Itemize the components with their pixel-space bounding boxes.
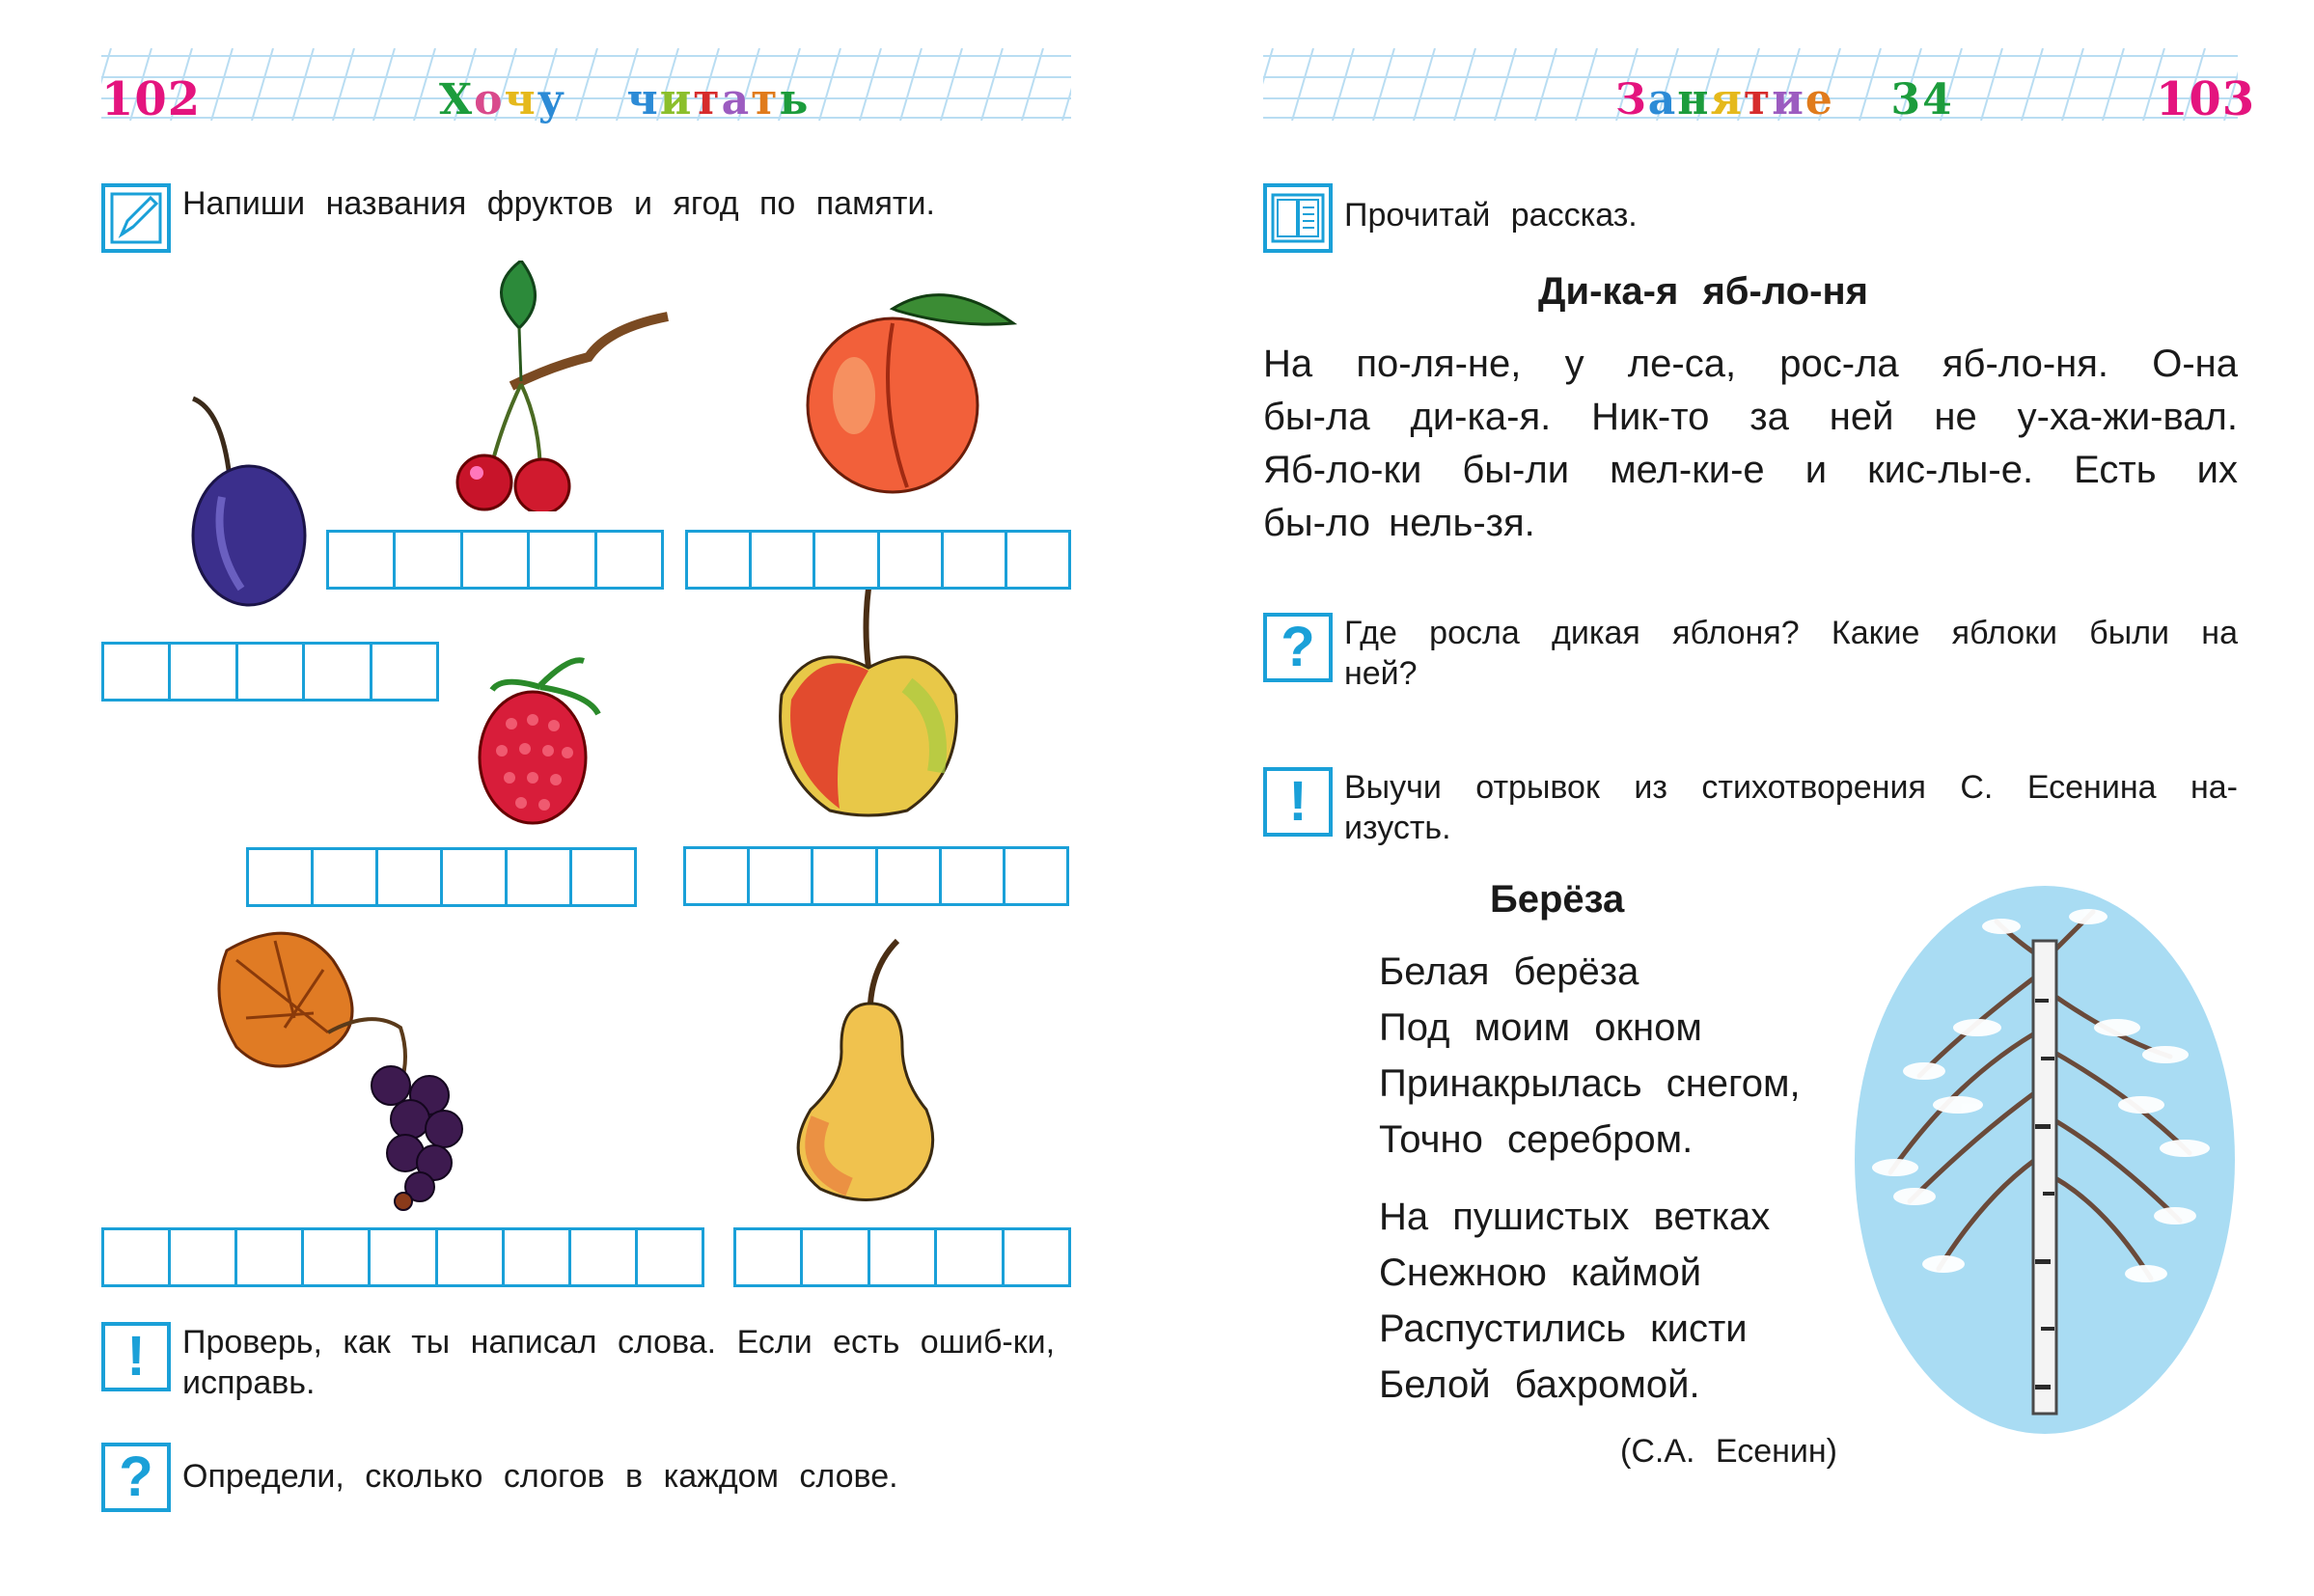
letter-box[interactable]	[371, 1230, 437, 1284]
task-learn-text: Выучи отрывок из стихотворения С. Есенина на-изусть.	[1344, 769, 2238, 846]
cherry-icon	[444, 261, 675, 511]
task-check	[101, 1322, 1071, 1403]
raspberry-icon	[473, 656, 608, 830]
story-line: На по-ля-не, у ле-са, рос-ла яб-ло-ня. О-на	[1263, 343, 2238, 385]
title-letter: ь	[779, 75, 811, 124]
story-text	[1263, 338, 2238, 550]
letter-box[interactable]	[1005, 1230, 1068, 1284]
letter-box[interactable]	[688, 533, 752, 587]
answer-boxes-pear[interactable]	[733, 1227, 1071, 1287]
letter-box[interactable]	[752, 533, 815, 587]
plum-icon	[183, 391, 318, 613]
letter-box[interactable]	[304, 1230, 371, 1284]
letter-box[interactable]	[880, 533, 944, 587]
letter-box[interactable]	[314, 850, 378, 904]
task-syllables	[101, 1443, 1071, 1512]
letter-box[interactable]	[372, 645, 436, 699]
task-question	[1263, 613, 2238, 694]
poem	[1379, 944, 1801, 1434]
poem-line: Распустились кисти	[1379, 1307, 1748, 1350]
task-learn	[1263, 767, 2238, 848]
page-number: 103	[2156, 72, 2256, 126]
question-icon: ?	[1263, 613, 1333, 682]
poem-line: На пушистых ветках	[1379, 1196, 1771, 1238]
exclamation-icon: !	[101, 1322, 171, 1391]
letter-box[interactable]	[508, 850, 572, 904]
title-letter: и	[1772, 75, 1805, 124]
poem-title: Берёза	[1490, 878, 1625, 921]
story-line: Яб-ло-ки бы-ли мел-ки-е и кис-лы-е. Есть их	[1263, 449, 2238, 491]
letter-box[interactable]	[237, 1230, 304, 1284]
pear-icon	[782, 936, 946, 1206]
title-letter: и	[659, 75, 694, 124]
title-word-1	[439, 75, 566, 124]
title-letter: ч	[504, 75, 537, 124]
answer-boxes-peach[interactable]	[685, 530, 1071, 590]
poem-stanza-1	[1379, 944, 1801, 1168]
letter-box[interactable]	[571, 1230, 638, 1284]
letter-box[interactable]	[638, 1230, 702, 1284]
task-write-text: Напиши названия фруктов и ягод по памяти.	[182, 185, 935, 222]
letter-box[interactable]	[171, 1230, 237, 1284]
poem-line: Точно серебром.	[1379, 1118, 1694, 1161]
letter-box[interactable]	[438, 1230, 505, 1284]
title-letter: т	[751, 75, 780, 124]
letter-box[interactable]	[944, 533, 1007, 587]
title-letter: ч	[626, 75, 660, 124]
letter-box[interactable]	[505, 1230, 571, 1284]
poem-line: Белой бахромой.	[1379, 1363, 1700, 1406]
letter-box[interactable]	[329, 533, 396, 587]
page-number: 102	[101, 72, 202, 126]
poem-stanza-2	[1379, 1189, 1801, 1413]
right-page	[1157, 0, 2314, 1596]
letter-box[interactable]	[937, 1230, 1004, 1284]
poem-line: Белая берёза	[1379, 950, 1639, 993]
poem-line: Снежною каймой	[1379, 1252, 1702, 1294]
answer-boxes-raspberry[interactable]	[246, 847, 637, 907]
letter-box[interactable]	[870, 1230, 937, 1284]
poem-line: Принакрылась снегом,	[1379, 1062, 1801, 1105]
lesson-number: 34	[1890, 75, 1954, 124]
letter-box[interactable]	[463, 533, 530, 587]
title-letter: е	[1804, 75, 1834, 124]
currant-icon	[217, 922, 478, 1211]
letter-box[interactable]	[572, 850, 634, 904]
apple-icon	[772, 579, 965, 820]
lesson-label	[1615, 75, 1834, 124]
letter-box[interactable]	[104, 1230, 171, 1284]
letter-box[interactable]	[1005, 849, 1066, 903]
pencil-notebook-icon	[101, 183, 171, 253]
poem-line: Под моим окном	[1379, 1006, 1702, 1049]
title-letter: н	[1677, 75, 1711, 124]
letter-box[interactable]	[530, 533, 596, 587]
letter-box[interactable]	[597, 533, 661, 587]
answer-boxes-apple[interactable]	[683, 846, 1069, 906]
letter-box[interactable]	[750, 849, 813, 903]
open-book-icon	[1263, 183, 1333, 253]
title-letter: а	[1647, 75, 1678, 124]
task-write-names	[101, 183, 1066, 253]
task-read	[1263, 183, 2238, 253]
peach-icon	[801, 280, 1023, 497]
title-letter: а	[721, 75, 752, 124]
title-letter: т	[1743, 75, 1773, 124]
letter-box[interactable]	[238, 645, 305, 699]
title-letter: у	[537, 75, 566, 124]
letter-box[interactable]	[686, 849, 750, 903]
poem-author: (С.А. Есенин)	[1620, 1433, 1837, 1470]
task-check-text: Проверь, как ты написал слова. Если есть ошиб-ки, исправь.	[182, 1324, 1056, 1401]
letter-box[interactable]	[942, 849, 1005, 903]
title-letter: т	[693, 75, 722, 124]
story-line: бы-ла ди-ка-я. Ник-то за ней не у-ха-жи-вал.	[1263, 396, 2238, 438]
lesson-title	[1615, 75, 1954, 124]
exclamation-icon: !	[1263, 767, 1333, 837]
title-letter: Х	[439, 75, 475, 124]
letter-box[interactable]	[815, 533, 879, 587]
page-title	[439, 75, 810, 124]
letter-box[interactable]	[443, 850, 508, 904]
letter-box[interactable]	[305, 645, 372, 699]
letter-box[interactable]	[396, 533, 462, 587]
letter-box[interactable]	[249, 850, 314, 904]
birch-tree-icon	[1852, 883, 2238, 1438]
answer-boxes-cherry[interactable]	[326, 530, 664, 590]
letter-box[interactable]	[104, 645, 171, 699]
title-letter: о	[474, 75, 505, 124]
answer-boxes-currant[interactable]	[101, 1227, 704, 1287]
story-title: Ди-ка-я яб-ло-ня	[1538, 270, 1868, 313]
task-syllables-text: Определи, сколько слогов в каждом слове.	[182, 1458, 898, 1495]
letter-box[interactable]	[803, 1230, 869, 1284]
story-line: бы-ло нель-зя.	[1263, 502, 1535, 544]
task-question-text: Где росла дикая яблоня? Какие яблоки были на ней?	[1344, 615, 2238, 692]
question-icon: ?	[101, 1443, 171, 1512]
answer-boxes-plum[interactable]	[101, 642, 439, 702]
title-letter: З	[1615, 75, 1648, 124]
letter-box[interactable]	[171, 645, 237, 699]
letter-box[interactable]	[736, 1230, 803, 1284]
letter-box[interactable]	[813, 849, 877, 903]
letter-box[interactable]	[1007, 533, 1068, 587]
letter-box[interactable]	[878, 849, 942, 903]
title-letter: я	[1710, 75, 1744, 124]
task-read-text: Прочитай рассказ.	[1344, 197, 1638, 234]
letter-box[interactable]	[378, 850, 443, 904]
title-word-2	[627, 75, 811, 124]
